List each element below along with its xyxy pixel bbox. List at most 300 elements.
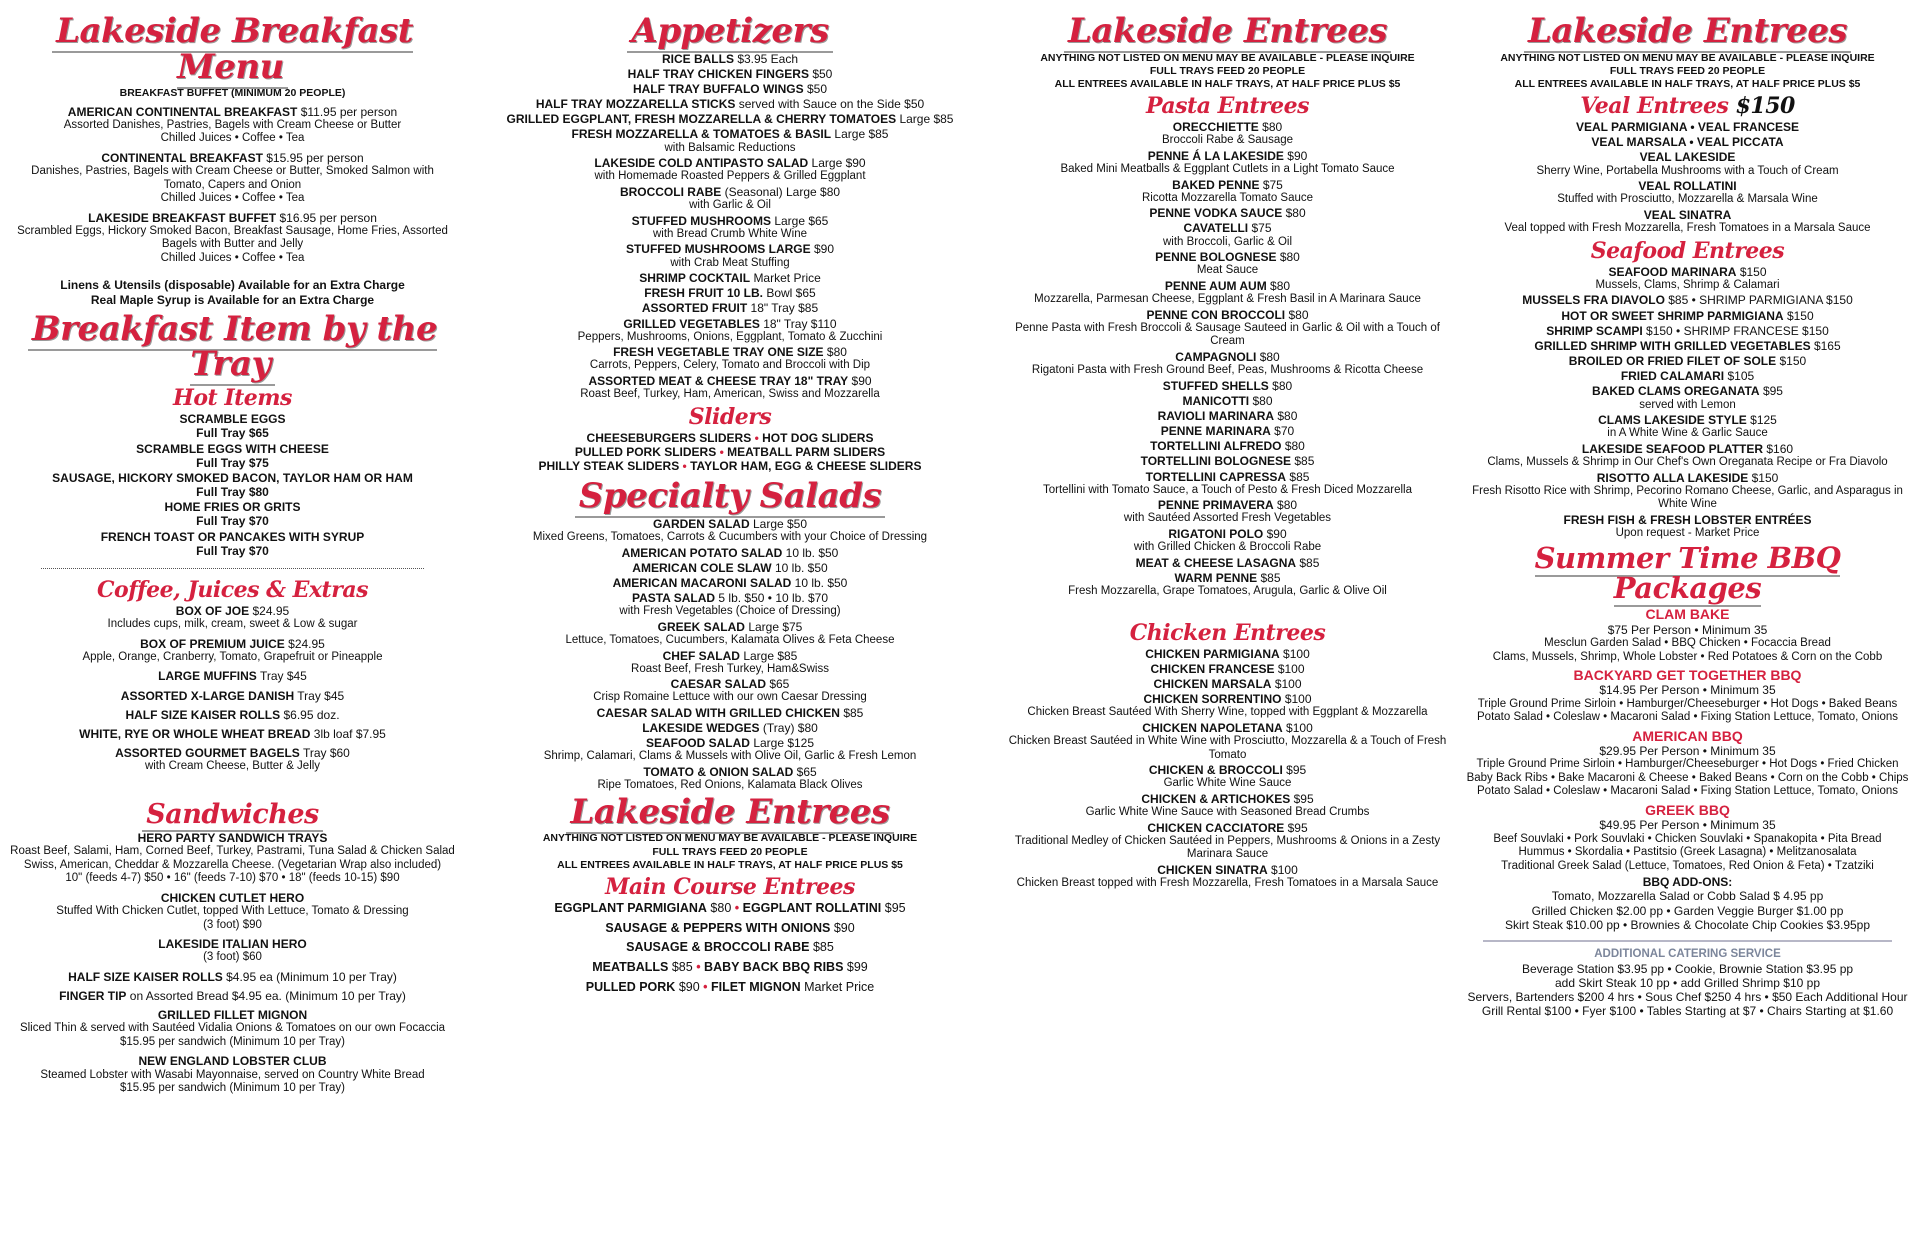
item-name: MEAT & CHEESE LASAGNA <box>1135 555 1297 570</box>
item-price: $95 <box>1293 791 1314 806</box>
item-name: SCRAMBLE EGGS WITH CHEESE <box>136 441 329 456</box>
item-description: Meat Sauce <box>1196 264 1259 277</box>
bbq-packages-list <box>1465 607 1910 873</box>
item-price: $90 <box>1287 148 1308 163</box>
menu-item <box>1005 279 1450 307</box>
entrees-title-col3: Lakeside Entrees <box>1005 14 1450 50</box>
item-name: ORECCHIETTE <box>1172 120 1259 135</box>
bbq-title: Summer Time BBQ Packages <box>1534 540 1841 605</box>
tray-label: Full Tray <box>196 455 246 470</box>
menu-item <box>10 604 455 632</box>
item-description: Includes cups, milk, cream, sweet & Low & sugar <box>107 618 358 631</box>
note-line: FULL TRAYS FEED 20 PEOPLE <box>652 845 808 858</box>
menu-item <box>1005 454 1450 468</box>
item-name: AMERICAN COLE SLAW <box>632 560 772 575</box>
item-price: 3lb loaf $7.95 <box>313 726 386 741</box>
item-description: Shrimp, Calamari, Clams & Mussels with Olive Oil, Garlic & Fresh Lemon <box>543 750 917 763</box>
menu-item <box>505 706 955 720</box>
menu-item <box>1465 369 1910 383</box>
item-name: MEATBALL PARM SLIDERS <box>727 444 886 459</box>
item-price: $3.95 Each <box>737 51 799 66</box>
breakfast-menu-title: Lakeside Breakfast Menu <box>10 14 455 85</box>
seafood-list <box>1465 265 1910 541</box>
item-name: LAKESIDE WEDGES <box>642 721 760 736</box>
item-price-line <box>10 426 455 440</box>
item-name: PENNE AUM AUM <box>1164 278 1267 293</box>
note-line: ALL ENTREES AVAILABLE IN HALF TRAYS, AT HALF PRICE PLUS $5 <box>1054 77 1401 90</box>
entrees-title-col4: Lakeside Entrees <box>1465 14 1910 50</box>
menu-item <box>1005 556 1450 570</box>
note-line: FULL TRAYS FEED 20 PEOPLE <box>1149 64 1306 77</box>
item-description: Fresh Risotto Rice with Shrimp, Pecorino Romano Cheese, Garlic, and Asparagus in White Wine <box>1472 484 1903 511</box>
item-name: PENNE VODKA SAUCE <box>1149 206 1283 221</box>
menu-item <box>505 97 955 111</box>
column-breakfast-sandwiches <box>10 11 455 1101</box>
main-course-line <box>505 901 955 916</box>
item-price-line <box>10 485 455 499</box>
item-name: ASSORTED X-LARGE DANISH <box>120 688 295 703</box>
item-price: Large $50 <box>752 516 808 531</box>
item-price: $70 <box>1274 424 1295 439</box>
item-description: Penne Pasta with Fresh Broccoli & Sausage Sauteed in Garlic & Oil with a Touch of Cream <box>1015 321 1440 348</box>
item-price: $100 <box>1283 646 1310 661</box>
item-description: with Bread Crumb White Wine <box>652 227 808 240</box>
item-name: CAESAR SALAD <box>670 677 766 692</box>
item-price: Tray $60 <box>302 745 350 760</box>
item-description: Garlic White Wine Sauce <box>1163 777 1292 790</box>
item-price: Large $85 <box>743 648 798 663</box>
item-price: $95 <box>1762 384 1783 399</box>
salads-list <box>505 517 955 793</box>
item-price: $85 <box>1299 555 1320 570</box>
menu-item <box>1465 471 1910 512</box>
item-description: in A White Wine & Garlic Sauce <box>1607 427 1768 440</box>
item-name: SCRAMBLE EGGS <box>179 412 286 427</box>
item-price: Market Price <box>804 979 875 994</box>
menu-item <box>1005 571 1450 599</box>
menu-item <box>1465 293 1910 307</box>
menu-item <box>1005 863 1450 891</box>
catering-line: Servers, Bartenders $200 4 hrs • Sous Chef $250 4 hrs • $50 Each Additional Hour <box>1467 990 1908 1005</box>
item-name: MUSSELS FRA DIAVOLO <box>1522 293 1665 308</box>
package-price: $29.95 Per Person • Minimum 35 <box>1599 744 1776 759</box>
entrees-note <box>505 832 955 871</box>
item-name: VEAL LAKESIDE <box>1639 150 1736 165</box>
item-name: WHITE, RYE OR WHOLE WHEAT BREAD <box>79 726 311 741</box>
item-name: HALF SIZE KAISER ROLLS <box>125 707 281 722</box>
item-name: PULLED PORK <box>585 979 676 994</box>
item-description: Stuffed with Prosciutto, Mozzarella & Marsala Wine <box>1557 193 1818 206</box>
seafood-title: Seafood Entrees <box>1590 237 1785 264</box>
note-line: ALL ENTREES AVAILABLE IN HALF TRAYS, AT HALF PRICE PLUS $5 <box>1514 77 1861 90</box>
package-name: CLAM BAKE <box>1645 606 1730 623</box>
item-name: LARGE MUFFINS <box>158 669 257 684</box>
item-price: 10 lb. $50 <box>774 560 828 575</box>
item-name: CHICKEN SORRENTINO <box>1143 692 1282 707</box>
item-price: $150 • SHRIMP FRANCESE $150 <box>1646 323 1829 338</box>
item-price: $80 <box>1259 349 1280 364</box>
item-name: CHICKEN MARSALA <box>1153 677 1272 691</box>
item-price: $80 <box>710 900 732 915</box>
item-description: Chicken Breast Sautéed in White Wine with Prosciutto, Mozzarella & a Touch of Fresh Tomato <box>1008 735 1447 761</box>
item-description: Chilled Juices • Coffee • Tea <box>160 192 305 205</box>
note-line: FULL TRAYS FEED 20 PEOPLE <box>1609 64 1766 77</box>
appetizers-title: Appetizers <box>505 14 955 50</box>
item-name: CONTINENTAL BREAKFAST <box>101 150 263 165</box>
item-name: FRESH VEGETABLE TRAY ONE SIZE <box>613 345 824 360</box>
entrees-title-col2: Lakeside Entrees <box>505 795 955 831</box>
item-price: 5 lb. $50 • 10 lb. $70 <box>718 591 829 606</box>
item-description: with Cream Cheese, Butter & Jelly <box>144 760 321 773</box>
hot-item <box>10 412 455 440</box>
item-price: Market Price <box>753 271 821 286</box>
item-price: $15.95 per person <box>266 150 364 165</box>
item-name: PENNE BOLOGNESE <box>1155 250 1277 265</box>
item-price: $99 <box>846 960 868 975</box>
item-name: CHICKEN PARMIGIANA <box>1145 646 1280 661</box>
item-price: $165 <box>1813 338 1841 353</box>
addon-line: Grilled Chicken $2.00 pp • Garden Veggie Burger $1.00 pp <box>1531 903 1844 918</box>
column-veal-seafood-bbq <box>1465 11 1910 1019</box>
menu-item <box>1005 206 1450 220</box>
menu-item <box>1465 354 1910 368</box>
sliders-title: Sliders <box>688 403 772 430</box>
item-name: CHICKEN & BROCCOLI <box>1148 763 1283 778</box>
item-name: STUFFED MUSHROOMS <box>631 213 771 228</box>
menu-item <box>505 374 955 402</box>
menu-item <box>1005 662 1450 676</box>
appetizers-list <box>505 52 955 402</box>
item-description: (3 foot) $90 <box>203 918 262 931</box>
item-price: $75 <box>248 455 269 470</box>
menu-item <box>505 649 955 677</box>
item-name: FRENCH TOAST OR PANCAKES WITH SYRUP <box>100 529 365 544</box>
item-description: $15.95 per sandwich (Minimum 10 per Tray) <box>120 1035 345 1048</box>
linens-note: Linens & Utensils (disposable) Available for an Extra Charge <box>60 278 405 293</box>
main-course-line <box>505 940 955 955</box>
menu-item <box>10 637 455 665</box>
tray-title: Breakfast Item by the Tray <box>10 312 455 383</box>
item-price: Large $85 <box>834 127 889 142</box>
item-price: $11.95 per person <box>300 104 398 119</box>
item-name: VEAL PARMIGIANA • VEAL FRANCESE <box>1575 120 1800 135</box>
item-name: GRILLED VEGETABLES <box>623 316 760 331</box>
item-price: $105 <box>1727 369 1755 384</box>
item-name: CHICKEN & ARTICHOKES <box>1141 791 1291 806</box>
breakfast-list <box>10 105 455 266</box>
item-name: RAVIOLI MARINARA <box>1157 408 1275 423</box>
menu-item <box>1465 309 1910 323</box>
menu-item <box>505 127 955 155</box>
item-name: RICE BALLS <box>661 51 734 66</box>
item-price: $65 <box>796 765 817 780</box>
addon-line: Tomato, Mozzarella Salad or Cobb Salad $ 4.95 pp <box>1551 889 1824 904</box>
item-description: Lettuce, Tomatoes, Cucumbers, Kalamata Olives & Feta Cheese <box>565 634 895 646</box>
item-description: with Grilled Chicken & Broccoli Rabe <box>1133 541 1322 554</box>
menu-item <box>1005 470 1450 498</box>
menu-item <box>1005 647 1450 661</box>
item-name: CHEF SALAD <box>662 648 740 663</box>
item-description: Chilled Juices • Coffee • Tea <box>160 132 305 145</box>
item-name: TOMATO & ONION SALAD <box>643 765 794 780</box>
addon-line: Skirt Steak $10.00 pp • Brownies & Chocolate Chip Cookies $3.95pp <box>1504 917 1871 932</box>
item-price: $80 <box>826 345 847 360</box>
item-description: Steamed Lobster with Wasabi Mayonnaise, served on Country White Bread <box>40 1068 425 1081</box>
catering-list <box>1465 962 1910 1019</box>
item-name: GREEK SALAD <box>657 619 745 634</box>
item-name: FRIED CALAMARI <box>1620 369 1725 384</box>
item-description: with Sautéed Assorted Fresh Vegetables <box>1123 512 1332 525</box>
menu-item <box>1005 394 1450 408</box>
menu-item <box>1465 513 1910 541</box>
item-price: $4.95 ea (Minimum 10 per Tray) <box>226 969 397 984</box>
menu-item <box>10 105 455 146</box>
item-name: BROCCOLI RABE <box>619 184 722 199</box>
item-name: GRILLED SHRIMP WITH GRILLED VEGETABLES <box>1534 338 1811 353</box>
item-name: BAKED CLAMS OREGANATA <box>1592 384 1760 399</box>
item-name: FILET MIGNON <box>711 979 801 994</box>
item-description: Danishes, Pastries, Bagels with Cream Cheese or Butter, Smoked Salmon with Tomato, Capers and Onion <box>31 164 434 191</box>
item-price: $24.95 <box>288 636 325 651</box>
main-course-line <box>505 960 955 975</box>
item-description: with Broccoli, Garlic & Oil <box>1162 235 1293 248</box>
menu-item <box>1005 350 1450 378</box>
item-description: Rigatoni Pasta with Fresh Ground Beef, Peas, Mushrooms & Ricotta Cheese <box>1031 364 1424 377</box>
tray-label: Full Tray <box>196 485 246 500</box>
item-description: Apple, Orange, Cranberry, Tomato, Grapefruit or Pineapple <box>82 650 383 663</box>
item-price: $80 <box>1277 408 1298 423</box>
item-description: Ripe Tomatoes, Red Onions, Kalamata Black Olives <box>597 779 863 792</box>
item-price: $70 <box>248 514 269 529</box>
menu-item <box>505 517 955 545</box>
item-description: Clams, Mussels & Shrimp in Our Chef's Own Oreganata Recipe or Fra Diavolo <box>1487 455 1888 468</box>
item-name: PENNE MARINARA <box>1160 424 1271 439</box>
package-line: Triple Ground Prime Sirloin • Hamburger/Cheeseburger • Hot Dogs • Baked Beans <box>1477 697 1898 710</box>
item-description: $15.95 per sandwich (Minimum 10 per Tray) <box>120 1082 345 1095</box>
menu-item <box>505 112 955 126</box>
menu-item <box>505 765 955 793</box>
menu-item <box>1005 692 1450 720</box>
item-name: HALF TRAY BUFFALO WINGS <box>632 82 804 96</box>
item-description: Garlic White Wine Sauce with Seasoned Bread Crumbs <box>1085 806 1370 819</box>
menu-item <box>1465 324 1910 338</box>
item-name: AMERICAN MACARONI SALAD <box>612 575 792 590</box>
item-name: VEAL ROLLATINI <box>1638 179 1737 194</box>
item-description: (3 foot) $60 <box>203 951 262 964</box>
item-price: $95 <box>1286 763 1307 778</box>
menu-item <box>1005 221 1450 249</box>
hot-item <box>10 442 455 470</box>
item-name: PHILLY STEAK SLIDERS <box>538 459 680 474</box>
item-name: RIGATONI POLO <box>1168 527 1264 541</box>
menu-item <box>1465 339 1910 353</box>
bbq-package <box>1465 729 1910 799</box>
menu-item <box>1465 208 1910 236</box>
item-name: AMERICAN POTATO SALAD <box>621 545 783 560</box>
item-description: Traditional Medley of Chicken Sautéed in Peppers, Mushrooms & Onions in a Zesty Marinara Sauce <box>1014 834 1441 861</box>
menu-item <box>1005 498 1450 526</box>
item-price: $80 <box>1288 307 1309 322</box>
item-name: CHEESEBURGERS SLIDERS <box>586 430 752 445</box>
item-name: BOX OF PREMIUM JUICE <box>140 636 285 651</box>
menu-item <box>505 576 955 590</box>
item-price: $90 <box>678 979 700 994</box>
item-name: CHICKEN FRANCESE <box>1150 661 1275 676</box>
item-price: (Tray) $80 <box>762 721 818 736</box>
note-line: ANYTHING NOT LISTED ON MENU MAY BE AVAILABLE - PLEASE INQUIRE <box>542 832 918 845</box>
catering-line: add Skirt Steak 10 pp • add Grilled Shrimp $10 pp <box>1554 976 1821 990</box>
item-price: $150 <box>1779 354 1807 369</box>
menu-item <box>10 746 455 774</box>
note-line: ALL ENTREES AVAILABLE IN HALF TRAYS, AT HALF PRICE PLUS $5 <box>557 858 903 871</box>
item-name: CHICKEN CACCIATORE <box>1147 820 1285 835</box>
bbq-addons-title: BBQ ADD-ONS: <box>1642 875 1733 890</box>
menu-item <box>10 727 455 741</box>
menu-item <box>505 156 955 184</box>
menu-item <box>1005 120 1450 148</box>
item-name: CAVATELLI <box>1183 221 1249 236</box>
item-description: Carrots, Peppers, Celery, Tomato and Broccoli with Dip <box>589 359 871 372</box>
package-name: GREEK BBQ <box>1645 801 1730 818</box>
package-line: Traditional Greek Salad (Lettuce, Tomatoes, Red Onion & Feta) • Tzatziki <box>1501 859 1874 872</box>
item-name: VEAL MARSALA • VEAL PICCATA <box>1591 135 1784 150</box>
item-price: $150 <box>1786 308 1814 323</box>
item-description: with Fresh Vegetables (Choice of Dressing) <box>619 605 841 618</box>
item-name: TORTELLINI BOLOGNESE <box>1140 454 1292 469</box>
item-price: $90 <box>813 242 835 257</box>
item-name: LAKESIDE COLD ANTIPASTO SALAD <box>594 156 809 171</box>
item-price: $100 <box>1284 692 1312 707</box>
menu-item <box>1005 677 1450 691</box>
item-description: Veal topped with Fresh Mozzarella, Fresh Tomatoes in a Marsala Sauce <box>1504 222 1871 235</box>
item-name: TAYLOR HAM, EGG & CHEESE SLIDERS <box>690 459 922 474</box>
item-name: PASTA SALAD <box>631 591 716 606</box>
item-name: CLAMS LAKESIDE STYLE <box>1598 413 1747 428</box>
item-name: HOT DOG SLIDERS <box>762 430 874 445</box>
item-price: $24.95 <box>252 603 290 618</box>
item-price: $100 <box>1271 862 1298 877</box>
hot-item <box>10 530 455 558</box>
item-name: ASSORTED GOURMET BAGELS <box>115 745 300 760</box>
item-name: ASSORTED FRUIT <box>641 301 748 316</box>
item-price: $125 <box>1750 413 1777 428</box>
item-name: GRILLED EGGPLANT, FRESH MOZZARELLA & CHERRY TOMATOES <box>506 112 897 127</box>
item-name: CAMPAGNOLI <box>1175 349 1257 364</box>
note-line: ANYTHING NOT LISTED ON MENU MAY BE AVAILABLE - PLEASE INQUIRE <box>1040 51 1415 64</box>
item-price: 18" Tray $110 <box>763 316 837 331</box>
item-price: $80 <box>1272 378 1293 393</box>
hot-item <box>10 500 455 528</box>
item-price: served with Sauce on the Side $50 <box>738 97 925 112</box>
item-price-line <box>10 456 455 470</box>
menu-item <box>10 970 455 984</box>
item-name: FRESH FRUIT 10 LB. <box>644 286 763 301</box>
veal-list <box>1465 120 1910 235</box>
menu-item <box>10 689 455 703</box>
item-price: Large $125 <box>753 736 815 751</box>
item-price: $80 <box>1285 206 1306 221</box>
bullet-separator: • <box>679 459 691 474</box>
item-description: Assorted Danishes, Pastries, Bagels with Cream Cheese or Butter <box>63 118 402 131</box>
item-price: $85 <box>843 706 864 720</box>
item-name: CHICKEN CUTLET HERO <box>160 890 305 905</box>
catering-line: Beverage Station $3.95 pp • Cookie, Brownie Station $3.95 pp <box>1521 961 1854 976</box>
menu-item <box>10 989 455 1003</box>
menu-item <box>1465 384 1910 412</box>
menu-item <box>505 345 955 373</box>
menu-item <box>505 271 955 285</box>
main-course-line <box>505 980 955 995</box>
menu-item <box>1005 424 1450 438</box>
item-description: with Balsamic Reductions <box>664 141 796 154</box>
item-price: $75 <box>1262 177 1283 192</box>
item-price: Tray $45 <box>259 669 307 684</box>
pasta-title: Pasta Entrees <box>1145 93 1310 120</box>
note-line: ANYTHING NOT LISTED ON MENU MAY BE AVAILABLE - PLEASE INQUIRE <box>1500 51 1875 64</box>
package-line: Baby Back Ribs • Bake Macaroni & Cheese • Baked Beans • Corn on the Cobb • Chips <box>1466 771 1909 784</box>
package-line: Potato Salad • Coleslaw • Macaroni Salad • Fixing Station Lettuce, Tomato, Onions <box>1477 711 1898 724</box>
package-line: Potato Salad • Coleslaw • Macaroni Salad • Fixing Station Lettuce, Tomato, Onions <box>1477 785 1898 798</box>
item-name: PENNE Á LA LAKESIDE <box>1147 148 1284 163</box>
bullet-separator: • <box>699 979 712 994</box>
item-price: $50 <box>812 66 833 81</box>
menu-item <box>10 937 455 965</box>
item-name: SAUSAGE & PEPPERS WITH ONIONS <box>605 920 831 935</box>
item-name: SAUSAGE & BROCCOLI RABE <box>626 940 810 955</box>
item-name: WARM PENNE <box>1174 570 1258 585</box>
item-description: Crisp Romaine Lettuce with our own Caesar Dressing <box>593 691 867 704</box>
item-name: TORTELLINI CAPRESSA <box>1145 469 1287 484</box>
sliders-list <box>505 431 955 473</box>
item-name: PENNE CON BROCCOLI <box>1146 307 1286 322</box>
item-price: Large $85 <box>899 112 954 127</box>
item-price: $80 <box>1279 250 1300 265</box>
item-description: Roast Beef, Fresh Turkey, Ham&Swiss <box>631 662 829 675</box>
item-name: CHICKEN NAPOLETANA <box>1142 720 1283 735</box>
item-name: SHRIMP COCKTAIL <box>639 271 751 286</box>
bullet-separator: • <box>716 444 728 459</box>
menu-item <box>1005 821 1450 862</box>
menu-item <box>1005 250 1450 278</box>
menu-item <box>10 831 455 886</box>
item-description: Sherry Wine, Portabella Mushrooms with a Touch of Cream <box>1536 164 1839 177</box>
specialty-salads-title: Specialty Salads <box>505 479 955 515</box>
menu-item <box>1005 792 1450 820</box>
menu-item <box>1465 135 1910 149</box>
chicken-title: Chicken Entrees <box>1129 619 1326 646</box>
menu-item <box>1005 439 1450 453</box>
item-description: Chicken Breast topped with Fresh Mozzarella, Fresh Tomatoes in a Marsala Sauce <box>1016 877 1439 890</box>
item-name: MEATBALLS <box>592 960 669 975</box>
item-price: $85 <box>671 960 693 975</box>
coffee-list <box>10 604 455 774</box>
menu-item <box>505 286 955 300</box>
item-price: $65 <box>769 677 790 692</box>
item-name: HERO PARTY SANDWICH TRAYS <box>137 831 328 846</box>
catering-line: Grill Rental $100 • Fyer $100 • Tables Starting at $7 • Chairs Starting at $1.60 <box>1481 1004 1894 1019</box>
entrees-note <box>1465 52 1910 91</box>
item-price: $75 <box>1251 221 1272 236</box>
menu-item <box>10 151 455 206</box>
item-description: Sliced Thin & served with Sautéed Vidalia Onions & Tomatoes on our own Focaccia <box>19 1022 446 1035</box>
menu-item <box>10 211 455 266</box>
menu-item <box>1005 379 1450 393</box>
item-description: Stuffed With Chicken Cutlet, topped With Lettuce, Tomato & Dressing <box>56 905 409 918</box>
bbq-addons-list <box>1465 889 1910 931</box>
item-name: HALF TRAY CHICKEN FINGERS <box>627 66 809 81</box>
package-price: $14.95 Per Person • Minimum 35 <box>1599 683 1776 698</box>
chicken-list <box>1005 647 1450 891</box>
